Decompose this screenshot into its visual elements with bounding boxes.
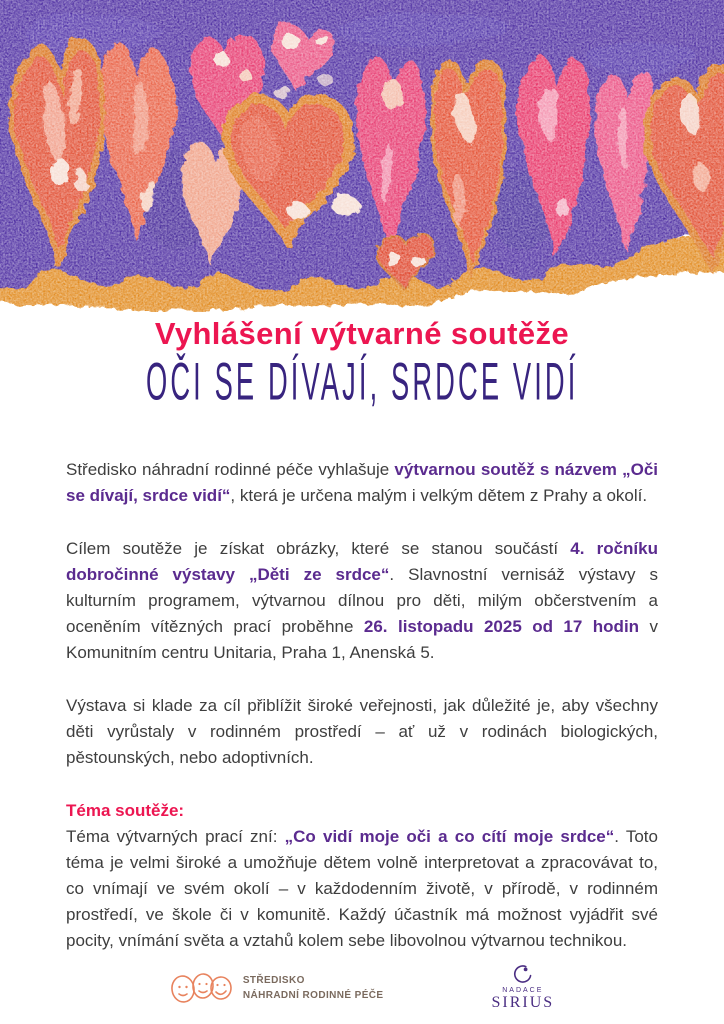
paragraph-intro	[66, 457, 658, 509]
text-run: Téma výtvarných prací zní:	[66, 827, 285, 846]
sirius-logo	[491, 963, 554, 1012]
text-run: v Komunitním centru Unitaria, Praha 1, Anenská 5.	[66, 617, 659, 662]
paragraph-goal	[66, 693, 658, 771]
text-run: 4. ročníku dobročinné výstavy „Děti ze srdce“	[66, 539, 658, 584]
text-run: Výstava si klade za cíl přiblížit široké veřejnosti, jak důležité je, aby všechny děti vyrůstaly v rodinném prostředí – ať už v rodinách biologických, pěstounských, nebo adoptivních.	[66, 696, 658, 767]
text-run: . Slavnostní vernisáž výstavy s kulturním programem, výtvarnou dílnou pro děti, milým občerstvením a oceněním vítězných prací proběhne	[66, 565, 658, 636]
text-run: 26. listopadu 2025 od 17 hodin	[363, 617, 640, 636]
text-run: . Toto téma je velmi široké a umožňuje dětem volně interpretovat a zpracovávat to, co vnímají ve svém okolí – v každodenním životě, v přírodě, v rodinném prostředí, ve škole či v komunitě. Každý účastník má možnost vyjádřit své pocity, vnímání světa a vztahů kolem sebe libovolnou výtvarnou technikou.	[66, 827, 658, 950]
strediska-logo-line2: NÁHRADNÍ RODINNÉ PÉČE	[242, 989, 384, 1001]
strediska-logo-text	[243, 973, 384, 1003]
paragraph-theme	[66, 824, 658, 954]
text-run: Středisko náhradní rodinné péče vyhlašuje	[66, 460, 395, 479]
hearts-painting	[0, 0, 724, 312]
page-subtitle: OČI SE DÍVAJÍ, SRDCE VIDÍ	[145, 353, 579, 412]
text-run: výtvarnou soutěž s názvem „Oči se dívají, srdce vidí“	[66, 460, 658, 505]
text-run: , která je určena malým i velkým dětem z Prahy a okolí.	[230, 486, 648, 505]
body-content	[0, 457, 724, 954]
sirius-logo-name: SIRIUS	[491, 994, 555, 1011]
crescent-icon	[512, 963, 534, 985]
crayon-grain-overlay	[0, 0, 724, 312]
paragraph-exhibition	[66, 536, 658, 666]
text-run: Cílem soutěže je získat obrázky, které se stanou součástí	[66, 539, 571, 558]
text-run: „Co vidí moje oči a co cítí moje srdce“	[284, 827, 615, 846]
hearts-painting-svg	[0, 0, 724, 312]
strediska-logo-line1: STŘEDISKO	[242, 974, 305, 986]
sirius-logo-nadace: NADACE	[502, 987, 544, 994]
page-subtitle-wrap	[0, 353, 724, 423]
page-title: Vyhlášení výtvarné soutěže	[154, 316, 570, 351]
strediska-logo	[170, 966, 384, 1010]
theme-heading: Téma soutěže:	[66, 801, 185, 820]
footer	[0, 963, 724, 1012]
three-faces-icon	[170, 966, 234, 1010]
